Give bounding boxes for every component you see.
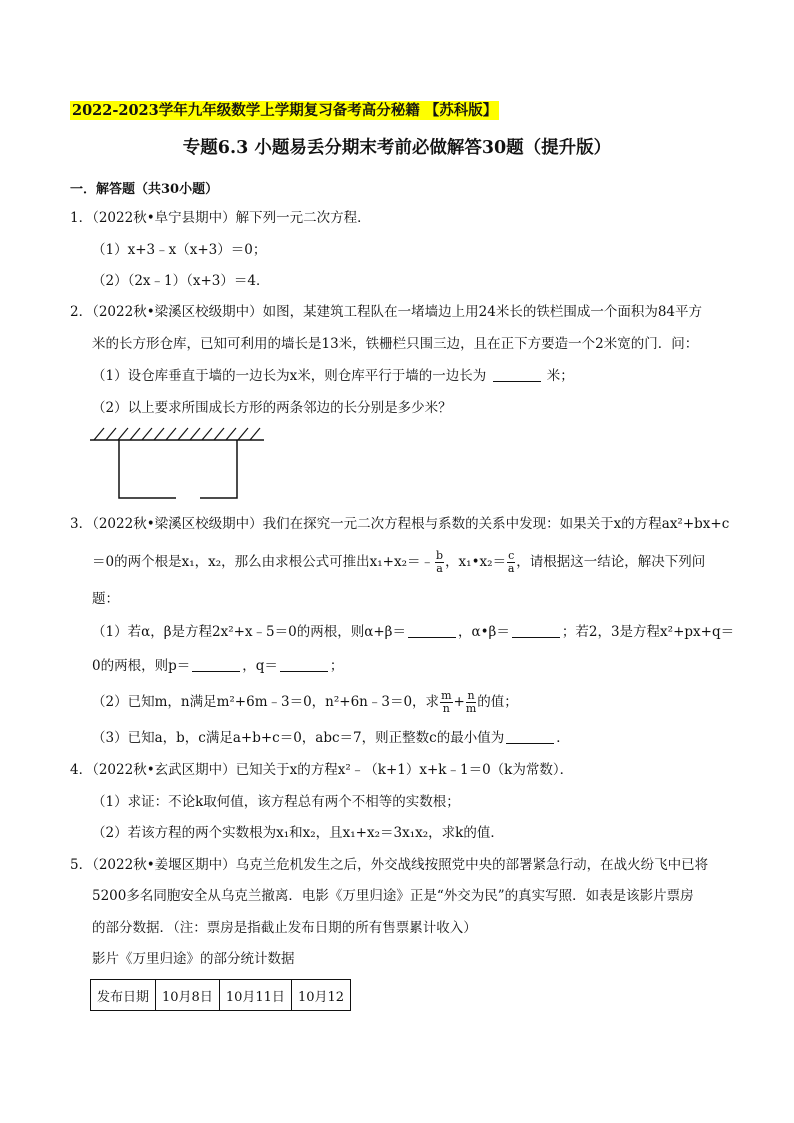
q2-part1 <box>92 366 574 386</box>
q5-stem-line3: 的部分数据．（注：票房是指截止发布日期的所有售票累计收入） <box>92 920 477 936</box>
q3-stem-line2: ＝0的两个根是x₁，x₂，那么由求根公式可推出x₁+x₂＝﹣ $\frac{b}{a}$ ，x₁•x₂＝ $\frac{c}{a}$ ，请根据这一结论，解决下列问 <box>92 549 706 575</box>
p-blank <box>192 657 240 672</box>
section-heading: 一．解答题（共30小题） <box>70 182 219 197</box>
q3-stem-line3: 题： <box>92 591 119 607</box>
warehouse-figure <box>88 426 268 504</box>
table-header-cell: 10月8日 <box>156 980 220 1011</box>
fraction-c-over-a: $\frac{c}{a}$ <box>507 549 515 575</box>
q4-part1: （1）求证：不论k取何值，该方程总有两个不相等的实数根； <box>92 794 460 810</box>
q3-part1-line1: （1）若α，β是方程2x²+x﹣5＝0的两根，则α+β＝ ，α•β＝ ；若2，3是方程x²+px+q＝ <box>92 624 735 640</box>
fraction-b-over-a: $\frac{b}{a}$ <box>436 549 444 575</box>
box-office-table <box>90 979 351 1011</box>
page-title: 专题6.3 小题易丢分期末考前必做解答30题（提升版） <box>182 138 612 158</box>
q4-stem: 4．（2022秋•玄武区期中）已知关于x的方程x²﹣（k+1）x+k﹣1＝0（k为常数）． <box>70 762 574 778</box>
q3-part2: （2）已知m，n满足m²+6m﹣3＝0，n²+6n﹣3＝0，求 $\frac{m}{n}$ + $\frac{n}{m}$ 的值； <box>92 689 518 715</box>
table-header-cell: 发布日期 <box>91 980 156 1011</box>
table-caption: 影片《万里归途》的部分统计数据 <box>92 951 295 967</box>
q3-stem-line1: 3．（2022秋•梁溪区校级期中）我们在探究一元二次方程根与系数的关系中发现：如果关于x的方程ax²+bx+c <box>70 516 730 532</box>
alpha-plus-beta-blank <box>408 623 456 638</box>
q2-stem-line2: 米的长方形仓库，已知可利用的墙长是13米，铁栅栏只围三边，且在正下方要造一个2米宽的门．问： <box>92 336 699 352</box>
c-min-blank <box>506 729 554 744</box>
q1-part2: （2）（2x﹣1）（x+3）＝4． <box>92 273 270 289</box>
alpha-times-beta-blank <box>512 623 560 638</box>
table-header-cell: 10月12 <box>291 980 350 1011</box>
fence-right <box>200 440 237 498</box>
q5-stem-line2: 5200多名同胞安全从乌克兰撤离．电影《万里归途》正是“外交为民”的真实写照．如表是该影片票房 <box>92 888 694 904</box>
q5-stem-line1: 5．（2022秋•姜堰区期中）乌克兰危机发生之后，外交战线按照党中央的部署紧急行动，在战火纷飞中已将 <box>70 857 709 873</box>
q3-part1-line2: 0的两根，则p＝ ，q＝ ； <box>92 658 344 674</box>
q2-part1-text: （1）设仓库垂直于墙的一边长为x米，则仓库平行于墙的一边长为 <box>92 368 487 384</box>
fraction-m-over-n: $\frac{m}{n}$ <box>441 689 452 715</box>
fraction-n-over-m: $\frac{n}{m}$ <box>465 689 477 715</box>
q3-part3: （3）已知a，b，c满足a+b+c＝0，abc＝7，则正整数c的最小值为 ． <box>92 730 570 746</box>
fence-left <box>119 440 176 498</box>
q2-stem-line1: 2．（2022秋•梁溪区校级期中）如图，某建筑工程队在一堵墙边上用24米长的铁栏围成一个面积为84平方 <box>70 304 703 320</box>
document-header: 2022-2023学年九年级数学上学期复习备考高分秘籍 【苏科版】 <box>72 102 498 119</box>
q2-part2: （2）以上要求所围成长方形的两条邻边的长分别是多少米？ <box>92 400 452 416</box>
q2-answer-blank <box>493 367 541 382</box>
q2-part1-unit: 米； <box>546 368 574 384</box>
table-header-cell: 10月11日 <box>219 980 291 1011</box>
wall-hatching <box>94 428 260 440</box>
table-row <box>91 980 351 1011</box>
q4-part2: （2）若该方程的两个实数根为x₁和x₂，且x₁+x₂＝3x₁x₂，求k的值． <box>92 825 504 841</box>
q1-part1: （1）x+3﹣x（x+3）＝0； <box>92 242 267 258</box>
q1-stem: 1．（2022秋•阜宁县期中）解下列一元二次方程． <box>70 210 371 226</box>
q-blank <box>280 657 328 672</box>
